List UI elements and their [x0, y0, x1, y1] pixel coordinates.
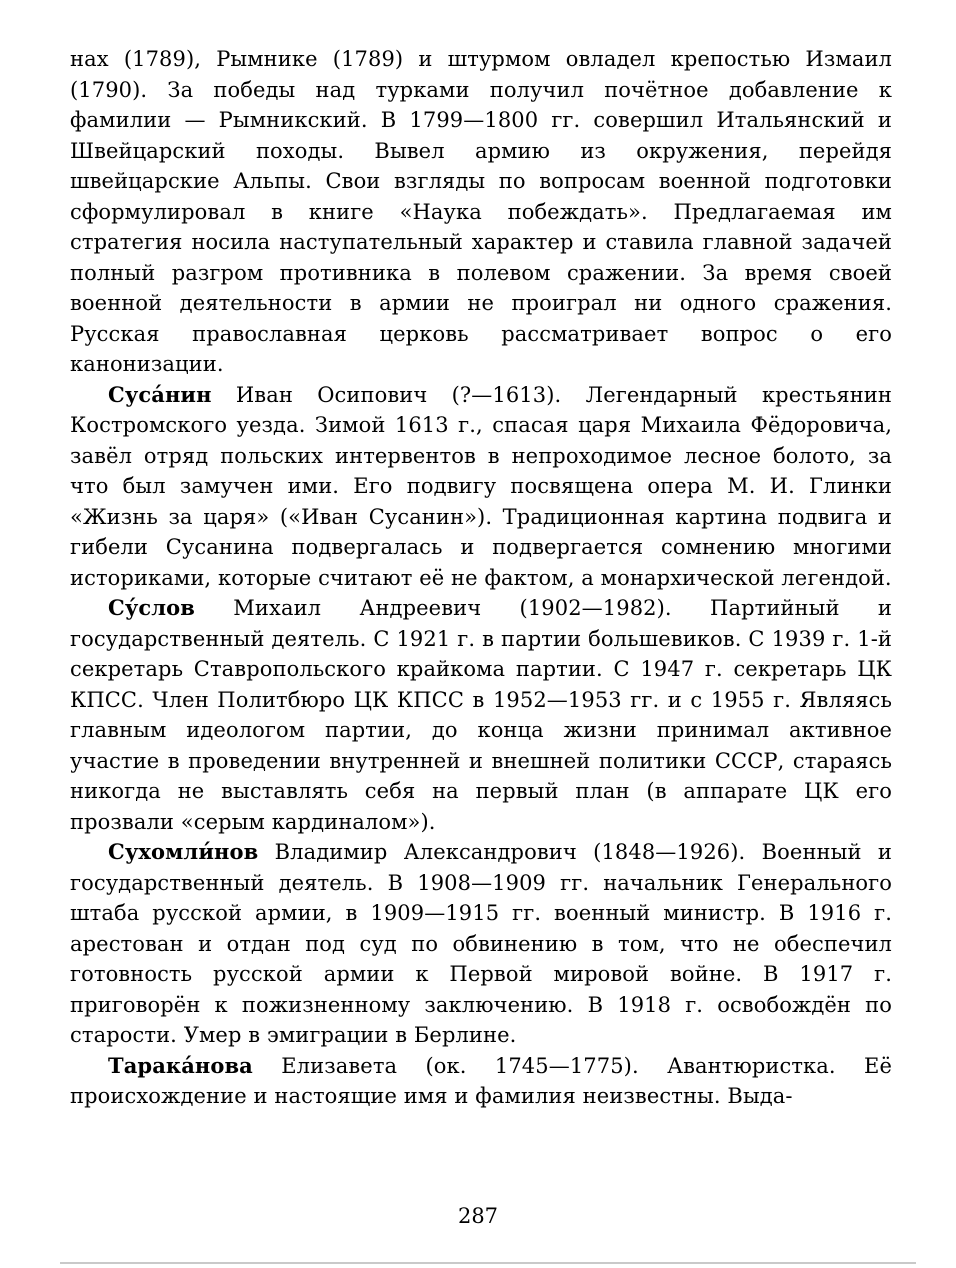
text-block — [70, 44, 892, 1112]
entry-tarakanova — [70, 1051, 892, 1112]
entry-text: Владимир Александрович (1848—1926). Военный и государственный деятель. В 1908—1909 гг. начальник Генерального штаба русской армии, в 1909—1915 гг. военный министр. В 1916 г. арестован и отдан под суд по обвинению в том, что не обеспечил готовность русской армии к Первой мировой войне. В 1917 г. приговорён к пожизненному заключению. В 1918 г. освобождён по старости. Умер в эмиграции в Берлине. — [70, 840, 892, 1047]
page-number: 287 — [457, 1204, 499, 1228]
entry-sukhomlinov — [70, 837, 892, 1051]
entry-suslov — [70, 593, 892, 837]
paragraph-continuation — [70, 44, 892, 380]
entry-susanin — [70, 380, 892, 594]
entry-headword: Су́слов — [108, 595, 195, 620]
entry-headword: Сухомли́нов — [108, 839, 259, 864]
scan-edge-artifact — [60, 1262, 916, 1264]
entry-headword: Суса́нин — [108, 381, 212, 407]
entry-text: нах (1789), Рымнике (1789) и штурмом овладел крепостью Измаил (1790). За победы над турками получил почётное добавление к фамилии — Рымникский. В 1799—1800 гг. совершил Итальянский и Швейцарский походы. Вывел армию из окружения, перейдя швейцарские Альпы. Свои взгляды по вопросам военной подготовки сформулировал в книге «Наука побеждать». Предлагаемая им стратегия носила наступательный характер и ставила главной задачей полный разгром противника в полевом сражении. За время своей военной деятельности в армии не проиграл ни одного сражения. Русская православная церковь рассматривает вопрос о его канонизации. — [70, 47, 892, 376]
entry-headword: Тарака́нова — [108, 1052, 253, 1078]
entry-text: Иван Осипович (?—1613). Легендарный крестьянин Костромского уезда. Зимой 1613 г., спасая царя Михаила Фёдоровича, завёл отряд польских интервентов в непроходимое лесное болото, за что был замучен ими. Его подвигу посвящена опера М. И. Глинки «Жизнь за царя» («Иван Сусанин»). Традиционная картина подвига и гибели Сусанина подвергалась и подвергается сомнению многими историками, которые считают её не фактом, а монархической легендой. — [70, 382, 892, 590]
entry-text: Михаил Андреевич (1902—1982). Партийный и государственный деятель. С 1921 г. в партии большевиков. С 1939 г. 1-й секретарь Ставропольского крайкома партии. С 1947 г. секретарь ЦК КПСС. Член Политбюро ЦК КПСС в 1952—1953 гг. и с 1955 г. Являясь главным идеологом партии, до конца жизни принимал активное участие в проведении внутренней и внешней политики СССР, стараясь никогда не выставлять себя на первый план (в аппарате ЦК его прозвали «серым кардиналом»). — [70, 596, 892, 834]
entry-text: Елизавета (ок. 1745—1775). Авантюристка. Её происхождение и настоящие имя и фамилия неизвестны. Выда- — [70, 1053, 892, 1108]
